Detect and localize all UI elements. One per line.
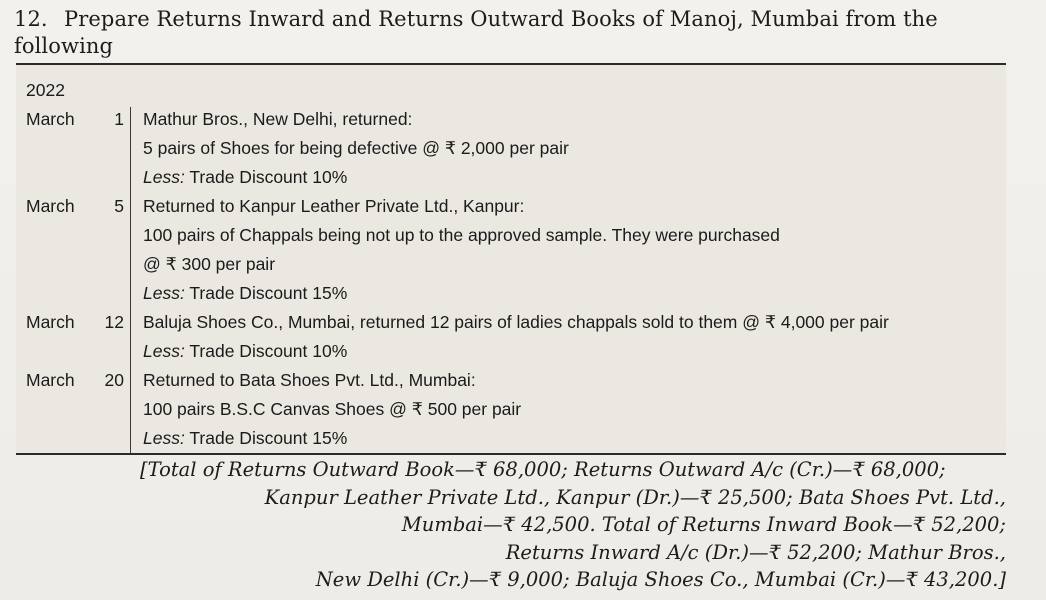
table-row <box>16 279 1006 308</box>
question-line-1 <box>14 6 1034 60</box>
row-description <box>143 366 476 395</box>
row-text: @ ₹ 300 per pair <box>143 254 276 274</box>
row-text: Returned to Kanpur Leather Private Ltd., Kanpur: <box>143 196 525 216</box>
table-row <box>16 366 1006 395</box>
less-label: Less: <box>143 167 185 187</box>
row-description <box>143 337 347 366</box>
table-row <box>16 250 1006 279</box>
row-description <box>143 105 412 134</box>
row-month: March <box>26 196 75 216</box>
question-text-1: Prepare Returns Inward and Returns Outward Books of Manoj, Mumbai from the following <box>14 7 938 58</box>
row-description <box>143 134 569 163</box>
answer-line-1: [Total of Returns Outward Book—₹ 68,000; Returns Outward A/c (Cr.)—₹ 68,000; <box>140 458 946 481</box>
row-text: Trade Discount 15% <box>189 428 348 448</box>
table-row <box>16 134 1006 163</box>
row-description <box>143 221 780 250</box>
row-month: March <box>26 370 75 390</box>
row-description <box>143 308 889 337</box>
table-row <box>16 308 1006 337</box>
answer-block <box>140 456 1006 594</box>
row-text: Trade Discount 10% <box>189 341 348 361</box>
year-row <box>16 76 1006 105</box>
answer-line-4: Returns Inward A/c (Dr.)—₹ 52,200; Mathur Bros., <box>505 540 1006 564</box>
answer-line-2: Kanpur Leather Private Ltd., Kanpur (Dr.)—₹ 25,500; Bata Shoes Pvt. Ltd., <box>264 485 1006 509</box>
row-description <box>143 250 275 279</box>
transactions-table <box>16 63 1006 455</box>
row-description <box>143 424 347 453</box>
answer-line-5: New Delhi (Cr.)—₹ 9,000; Baluja Shoes Co., Mumbai (Cr.)—₹ 43,200.] <box>315 568 1006 591</box>
row-month: March <box>26 312 75 332</box>
row-description <box>143 163 347 192</box>
row-text: 5 pairs of Shoes for being defective @ ₹ 2,000 per pair <box>143 138 569 158</box>
less-label: Less: <box>143 428 185 448</box>
row-text: Returned to Bata Shoes Pvt. Ltd., Mumbai: <box>143 370 476 390</box>
table-row <box>16 337 1006 366</box>
table-row <box>16 192 1006 221</box>
row-text: Trade Discount 10% <box>189 167 348 187</box>
row-day: 1 <box>114 109 124 129</box>
table-row <box>16 221 1006 250</box>
year-label: 2022 <box>26 80 65 100</box>
row-description <box>143 395 521 424</box>
table-row <box>16 395 1006 424</box>
table-row <box>16 163 1006 192</box>
less-label: Less: <box>143 283 185 303</box>
table-row <box>16 424 1006 453</box>
row-description <box>143 279 347 308</box>
answer-line-3: Mumbai—₹ 42,500. Total of Returns Inward Book—₹ 52,200; <box>401 513 1006 536</box>
row-description <box>143 192 524 221</box>
row-text: 100 pairs of Chappals being not up to the approved sample. They were purchased <box>143 225 780 245</box>
row-text: Mathur Bros., New Delhi, returned: <box>143 109 413 129</box>
row-day: 12 <box>104 312 124 332</box>
row-month: March <box>26 109 75 129</box>
row-text: Baluja Shoes Co., Mumbai, returned 12 pairs of ladies chappals sold to them @ ₹ 4,000 per pair <box>143 312 889 332</box>
table-row <box>16 105 1006 134</box>
row-text: Trade Discount 15% <box>189 283 348 303</box>
row-day: 20 <box>104 370 124 390</box>
row-day: 5 <box>114 196 124 216</box>
less-label: Less: <box>143 341 185 361</box>
row-text: 100 pairs B.S.C Canvas Shoes @ ₹ 500 per pair <box>143 399 522 419</box>
question-number: 12. <box>14 7 48 31</box>
